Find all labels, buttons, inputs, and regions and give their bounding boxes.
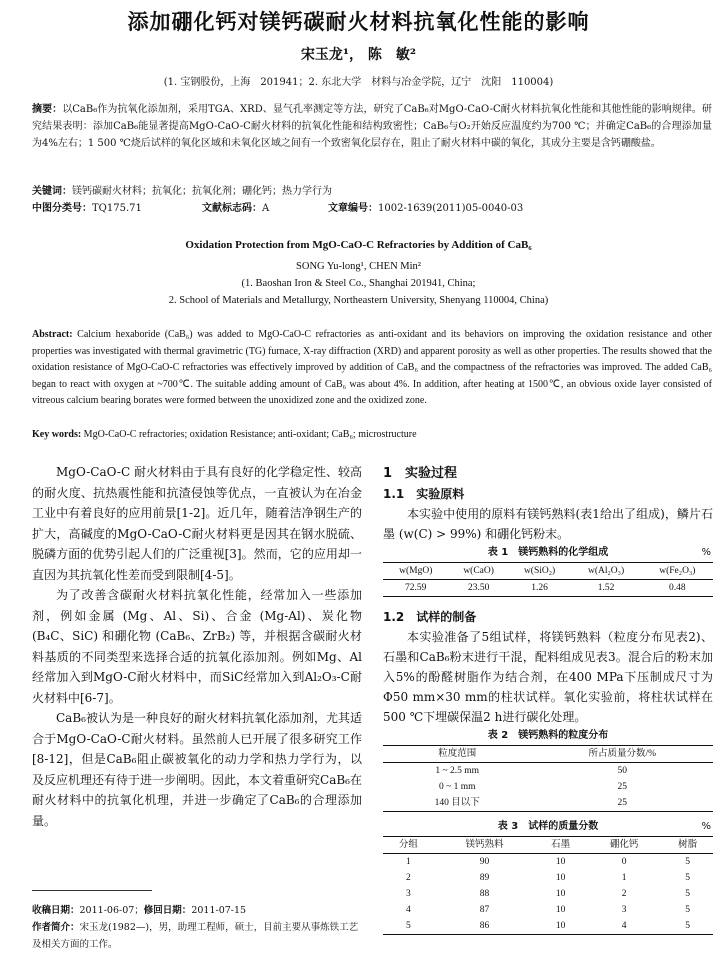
table-cell: 23.50	[467, 583, 490, 593]
abstract-en	[32, 327, 712, 410]
section-1-2-text: 本实验准备了5组试样，将镁钙熟料（粒度分布见表2)、石墨和CaB₆粉末进行干混，配料组成见表3。混合后的粉末加入5%的酚醛树脂作为结合剂，在400 MPa下压制成尺寸为Φ50 mm×30 mm的柱状试样。氧化实验前，将柱状试样在500 ℃下埋碳保温2 h进行碳化处理。	[383, 630, 713, 724]
table-header-row	[383, 837, 713, 854]
table-header-row	[383, 746, 713, 763]
section-1-heading: 1 实验过程	[383, 466, 458, 481]
table-row	[383, 902, 713, 918]
table-3-title: 表 3 试样的质量分数 %	[383, 818, 713, 836]
table-cell: 1	[406, 857, 411, 867]
table-header-cell: 硼化钙	[609, 840, 639, 850]
doc-code-label: 文献标志码：	[202, 203, 262, 214]
table-row	[383, 870, 713, 886]
table-cell: 2	[621, 889, 627, 899]
table-cell: 25	[617, 782, 627, 792]
affiliation-en-2: 2. School of Materials and Metallurgy, Northeastern University, Shenyang 110004, China)	[168, 295, 549, 306]
table-cell: 10	[555, 873, 566, 883]
table-header-row	[383, 563, 713, 580]
section-1-1-heading: 1.1 实验原料	[383, 487, 465, 501]
table-header-cell: 分组	[398, 840, 418, 850]
table-cell: 10	[555, 905, 566, 915]
table-header-cell: w(Al₂O₃)	[587, 566, 625, 576]
table-header-cell: 树脂	[678, 840, 698, 850]
authors-en: SONG Yu-long¹, CHEN Min²	[296, 261, 421, 272]
table-cell: 50	[617, 766, 627, 776]
table-header-cell: 镁钙熟料	[465, 840, 504, 850]
table-2	[383, 745, 713, 812]
abstract-cn	[32, 101, 712, 152]
footnote-divider	[32, 890, 152, 891]
table-cell: 140 目以下	[434, 798, 480, 808]
classification-line	[32, 200, 712, 217]
paper-title-en: Oxidation Protection from MgO-CaO-C Refractories by Addition of CaB₆	[185, 239, 532, 251]
abstract-en-label: Abstract:	[32, 329, 73, 340]
table-header-cell: 石墨	[551, 840, 571, 850]
keywords-en	[32, 427, 712, 443]
clc-code: TQ175.71	[92, 203, 142, 214]
revised-label: 修回日期：	[143, 905, 192, 916]
table-header-cell: w(MgO)	[399, 566, 433, 576]
table-cell: 5	[685, 889, 690, 899]
received-label: 收稿日期：	[32, 905, 80, 916]
table-cell: 10	[555, 921, 566, 931]
clc-label: 中图分类号：	[32, 203, 92, 214]
table-cell: 1 ~ 2.5 mm	[435, 766, 480, 776]
table-1	[383, 562, 713, 597]
intro-paragraph-1: MgO-CaO-C 耐火材料由于具有良好的化学稳定性、较高的耐火度、抗热震性能和抗渣侵蚀等优点，一直被认为在冶金工业中有着良好的应用前景[1-2]。近几年，随着洁净钢生产的扩大，高碱度的MgO-CaO-C耐火材料更是因其在钢水脱硫、脱磷方面的优势引起人们的广泛重视[3]。然而，它的应用却一直因为其抗氧化性差而受到限制[4-5]。	[32, 465, 362, 582]
table-cell: 89	[479, 873, 490, 883]
table-cell: 90	[479, 857, 490, 867]
footnote-dates	[32, 902, 362, 919]
table-header-cell: w(SiO₂)	[523, 566, 556, 576]
revised-date: 2011-07-15	[191, 905, 247, 916]
table-cell: 25	[617, 798, 627, 808]
table-2-title: 表 2 镁钙熟料的粒度分布	[487, 730, 609, 741]
table-3	[383, 836, 713, 935]
table-cell: 1.52	[597, 583, 615, 593]
table-cell: 0	[621, 857, 627, 867]
table-cell: 4	[621, 921, 627, 931]
section-1-1-text: 本实验中使用的原料有镁钙熟料(表1给出了组成)，鳞片石墨 (w(C) > 99%) 和硼化钙粉末。	[383, 507, 713, 541]
received-date: 2011-06-07；	[79, 905, 144, 916]
table-row	[383, 779, 713, 795]
table-cell: 1	[621, 873, 627, 883]
keywords-cn-text: 镁钙碳耐火材料；抗氧化；抗氧化剂；硼化钙；热力学行为	[72, 186, 332, 197]
table-cell: 5	[685, 873, 690, 883]
section-1-2-heading: 1.2 试样的制备	[383, 610, 477, 624]
table-cell: 72.59	[405, 583, 427, 593]
article-no: 1002-1639(2011)05-0040-03	[378, 203, 524, 214]
table-cell: 2	[406, 873, 411, 883]
table-cell: 86	[479, 921, 490, 931]
abstract-cn-text: 以CaB₆作为抗氧化添加剂，采用TGA、XRD、显气孔率测定等方法，研究了CaB₆对MgO-CaO-C耐火材料抗氧化性能和其他性能的影响规律。研究结果表明：添加CaB₆能显著提高MgO-CaO-C耐火材料的抗氧化性能和结构致密性；CaB₆与O₂开始反应温度约为700 ℃；并确定CaB₆的合理添加量为4%左右；1 500 ℃烧后试样的氧化区域和未氧化区域之间有一个致密氧化层存在，阻止了耐火材料中碳的氧化，其成分主要是含钙硼酸盐。	[32, 104, 713, 149]
keywords-cn-label: 关键词：	[32, 186, 72, 197]
table-cell: 88	[479, 889, 490, 899]
article-no-label: 文章编号：	[328, 203, 378, 214]
table-row	[383, 886, 713, 902]
table-cell: 1.26	[531, 583, 548, 593]
keywords-cn	[32, 183, 712, 200]
table-cell: 5	[685, 905, 690, 915]
table-cell: 10	[555, 857, 566, 867]
table-3-unit: %	[701, 821, 711, 832]
footnote	[32, 902, 362, 953]
affiliation-en-1: (1. Baoshan Iron & Steel Co., Shanghai 201941, China;	[241, 278, 476, 289]
paper-title-cn: 添加硼化钙对镁钙碳耐火材料抗氧化性能的影响	[127, 10, 590, 34]
table-1-title: 表 1 镁钙熟料的化学组成 %	[383, 544, 713, 562]
table-cell: 87	[479, 905, 490, 915]
table-row	[383, 918, 713, 935]
bio-text: 宋玉龙(1982—)，男，助理工程师，硕士，目前主要从事炼铁工艺及相关方面的工作。	[32, 922, 359, 950]
table-header-cell: w(Fe₂O₃)	[659, 566, 696, 576]
table-row	[383, 795, 713, 812]
affiliation-cn: (1. 宝钢股份，上海 201941；2. 东北大学 材料与冶金学院，辽宁 沈阳 110004)	[163, 77, 554, 88]
table-header-cell: w(CaO)	[463, 566, 494, 576]
table-cell: 10	[555, 889, 566, 899]
table-header-cell: 所占质量分数/%	[588, 749, 657, 759]
table-cell: 5	[685, 921, 690, 931]
table-cell: 5	[685, 857, 690, 867]
table-row	[383, 763, 713, 780]
abstract-cn-label: 摘要：	[32, 104, 63, 115]
intro-paragraph-2: 为了改善含碳耐火材料抗氧化性能，经常加入一些添加剂，例如金属 (Mg、Al、Si)、合金 (Mg-Al)、炭化物 (B₄C、SiC) 和硼化物 (CaB₆、ZrB₂) 等，并根据含碳耐火材料基质的不同类型来选择合适的抗氧化添加剂。例如Mg、Al经常加入到MgO-C耐火材料中，而SiC经常加入到Al₂O₃-C耐火材料中[6-7]。	[32, 588, 362, 705]
table-1-unit: %	[701, 547, 711, 558]
table-row	[383, 580, 713, 597]
right-column	[383, 462, 713, 935]
left-column	[32, 462, 362, 831]
table-cell: 3	[621, 905, 627, 915]
intro-paragraph-3: CaB₆被认为是一种良好的耐火材料抗氧化添加剂，尤其适合于MgO-CaO-C耐火材料。虽然前人已开展了很多研究工作[8-12]，但是CaB₆阻止碳被氧化的动力学和热力学行为，以及反应机理还有待于进一步阐明。因此，本文着重研究CaB₆在耐火材料中的抗氧化机理，并进一步确定了CaB₆的合理添加量。	[32, 711, 362, 828]
table-cell: 0.48	[669, 583, 686, 593]
keywords-en-text: MgO-CaO-C refractories; oxidation Resistance; anti-oxidant; CaB₆; microstructure	[83, 429, 417, 440]
table-cell: 4	[406, 905, 411, 915]
table-cell: 3	[406, 889, 411, 899]
authors-cn: 宋玉龙¹， 陈 敏²	[300, 47, 417, 63]
doc-code: A	[262, 203, 270, 214]
abstract-en-text: Calcium hexaboride (CaB₆) was added to MgO-CaO-C refractories as anti-oxidant and its behaviors on improving the oxidation resistance and other properties was investigated with thermal gravimetric (TG) furnace, X-ray diffraction (XRD) and apparent porosity as well as other properties. The results showed that the oxidation resistance of MgO-CaO-C refractories was effectively improved by addition of CaB₆ and the compactness of the refractories was improved. The added CaB₆ began to react with oxygen at ~700℃. The suitable adding amount of CaB₆ was about 4%. In addition, after heating at 1500℃, an obvious oxide layer consisted of vitreous calcium bearing borates were formed between the unoxidized zone and the oxidized zone.	[32, 329, 713, 406]
table-cell: 5	[406, 921, 411, 931]
table-cell: 0 ~ 1 mm	[438, 782, 476, 792]
table-row	[383, 854, 713, 871]
bio-label: 作者简介：	[32, 922, 80, 933]
table-header-cell: 粒度范围	[438, 749, 477, 759]
keywords-en-label: Key words:	[32, 429, 82, 440]
footnote-bio	[32, 919, 362, 953]
